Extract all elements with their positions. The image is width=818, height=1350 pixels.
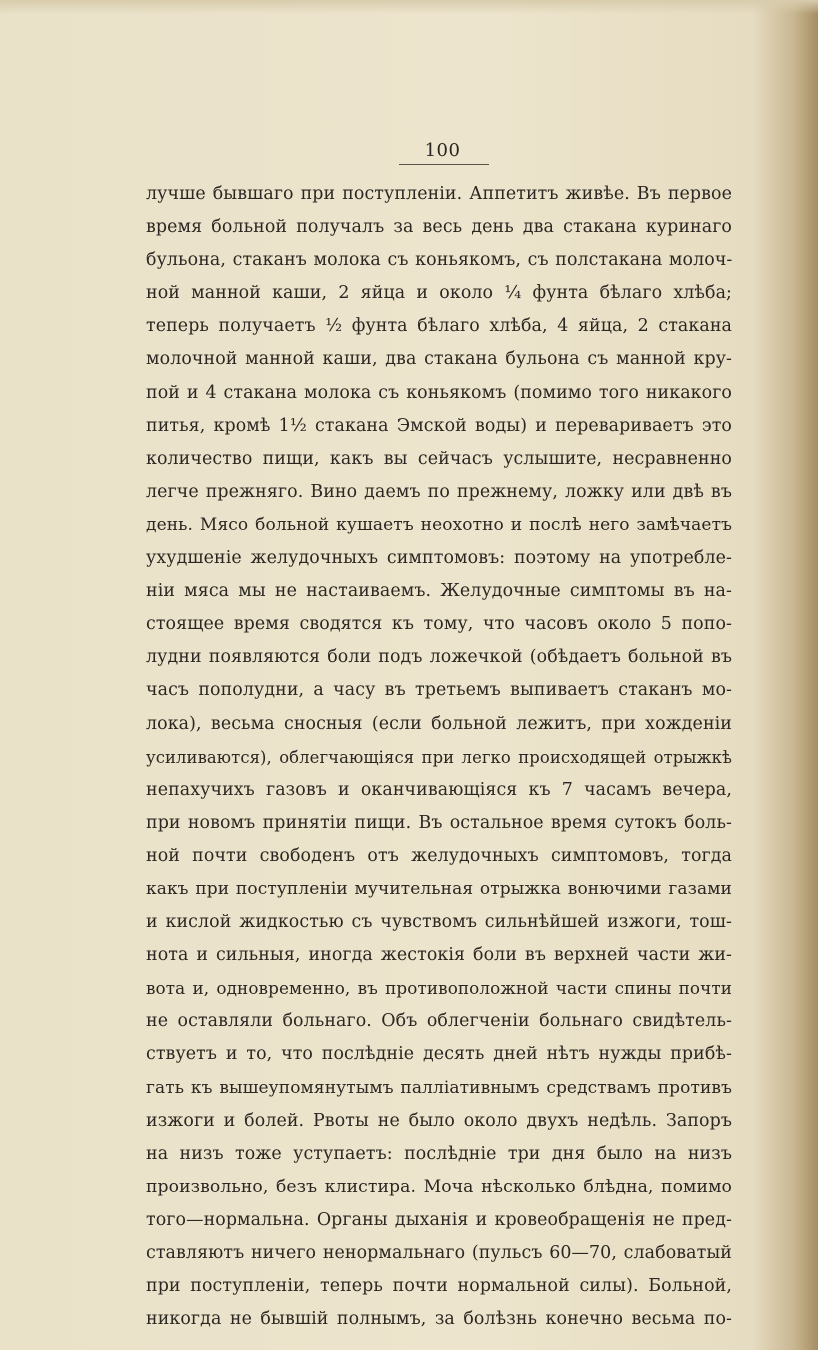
text-line: теперь получаетъ ½ фунта бѣлаго хлѣба, 4 яйца, 2 стакана — [146, 316, 732, 337]
page-number-rule — [399, 164, 489, 165]
text-line: усиливаются), облегчающіяся при легко происходящей отрыжкѣ — [146, 747, 732, 767]
text-line: ной манной каши, 2 яйца и около ¼ фунта бѣлаго хлѣба; — [146, 283, 732, 304]
text-line: ніи мяса мы не настаиваемъ. Желудочные симптомы въ на- — [146, 581, 732, 602]
page-top-shadow — [0, 0, 818, 14]
text-line: ставляютъ ничего ненормальнаго (пульсъ 60—70, слабоватый — [146, 1243, 732, 1263]
text-line: количество пищи, какъ вы сейчасъ услышите, несравненно — [146, 448, 732, 469]
text-line: лудни появляются боли подъ ложечкой (обѣдаетъ больной въ — [146, 647, 732, 668]
text-line: изжоги и болей. Рвоты не было около двухъ недѣль. Запоръ — [146, 1110, 732, 1131]
text-line: какъ при поступленіи мучительная отрыжка вонючими газами — [146, 878, 732, 899]
text-line: пой и 4 стакана молока съ коньякомъ (помимо того никакого — [146, 382, 732, 403]
text-line: ной почти свободенъ отъ желудочныхъ симптомовъ, тогда — [146, 845, 732, 866]
text-line: стоящее время сводятся къ тому, что часовъ около 5 попо- — [146, 614, 732, 635]
body-text — [146, 178, 732, 1336]
text-line: при новомъ принятіи пищи. Въ остальное время сутокъ боль- — [146, 812, 732, 833]
text-line: лока), весьма сносныя (если больной лежитъ, при хожденіи — [146, 713, 732, 734]
text-line: молочной манной каши, два стакана бульона съ манной кру- — [146, 349, 732, 370]
text-line: часъ пополудни, а часу въ третьемъ выпиваетъ стаканъ мо- — [146, 680, 732, 701]
text-line: ухудшеніе желудочныхъ симптомовъ: поэтому на употребле- — [146, 548, 732, 569]
page-number: 100 — [424, 140, 461, 161]
text-line: легче прежняго. Вино даемъ по прежнему, ложку или двѣ въ — [146, 481, 732, 502]
text-line: питья, кромѣ 1½ стакана Эмской воды) и перевариваетъ это — [146, 415, 732, 436]
text-line: ствуетъ и то, что послѣдніе десять дней нѣтъ нужды прибѣ- — [146, 1044, 732, 1065]
text-line: не оставляли больнаго. Объ облегченіи больнаго свидѣтель- — [146, 1011, 732, 1032]
text-line: того—нормальна. Органы дыханія и кровеобращенія не пред- — [146, 1209, 732, 1230]
text-line: вота и, одновременно, въ противоположной части спины почти — [146, 978, 732, 999]
text-line: непахучихъ газовъ и оканчивающіяся къ 7 часамъ вечера, — [146, 779, 732, 800]
text-line: и кислой жидкостью съ чувствомъ сильнѣйшей изжоги, тош- — [146, 912, 732, 933]
text-line: при поступленіи, теперь почти нормальной силы). Больной, — [146, 1276, 732, 1297]
text-line: гать къ вышеупомянутымъ палліативнымъ средствамъ противъ — [146, 1077, 732, 1098]
text-line: бульона, стаканъ молока съ коньякомъ, съ полстакана молоч- — [146, 250, 733, 271]
text-line: на низъ тоже уступаетъ: послѣдніе три дня было на низъ — [146, 1143, 732, 1164]
text-line: никогда не бывшій полнымъ, за болѣзнь конечно весьма по- — [146, 1309, 732, 1330]
text-line: произвольно, безъ клистира. Моча нѣсколько блѣдна, помимо — [146, 1176, 732, 1197]
text-line: нота и сильныя, иногда жестокія боли въ верхней части жи- — [146, 945, 732, 966]
text-line: лучше бывшаго при поступленіи. Аппетитъ живѣе. Въ первое — [146, 184, 732, 204]
text-line: день. Мясо больной кушаетъ неохотно и послѣ него замѣчаетъ — [146, 514, 732, 535]
text-line: время больной получалъ за весь день два стакана куринаго — [146, 217, 732, 238]
